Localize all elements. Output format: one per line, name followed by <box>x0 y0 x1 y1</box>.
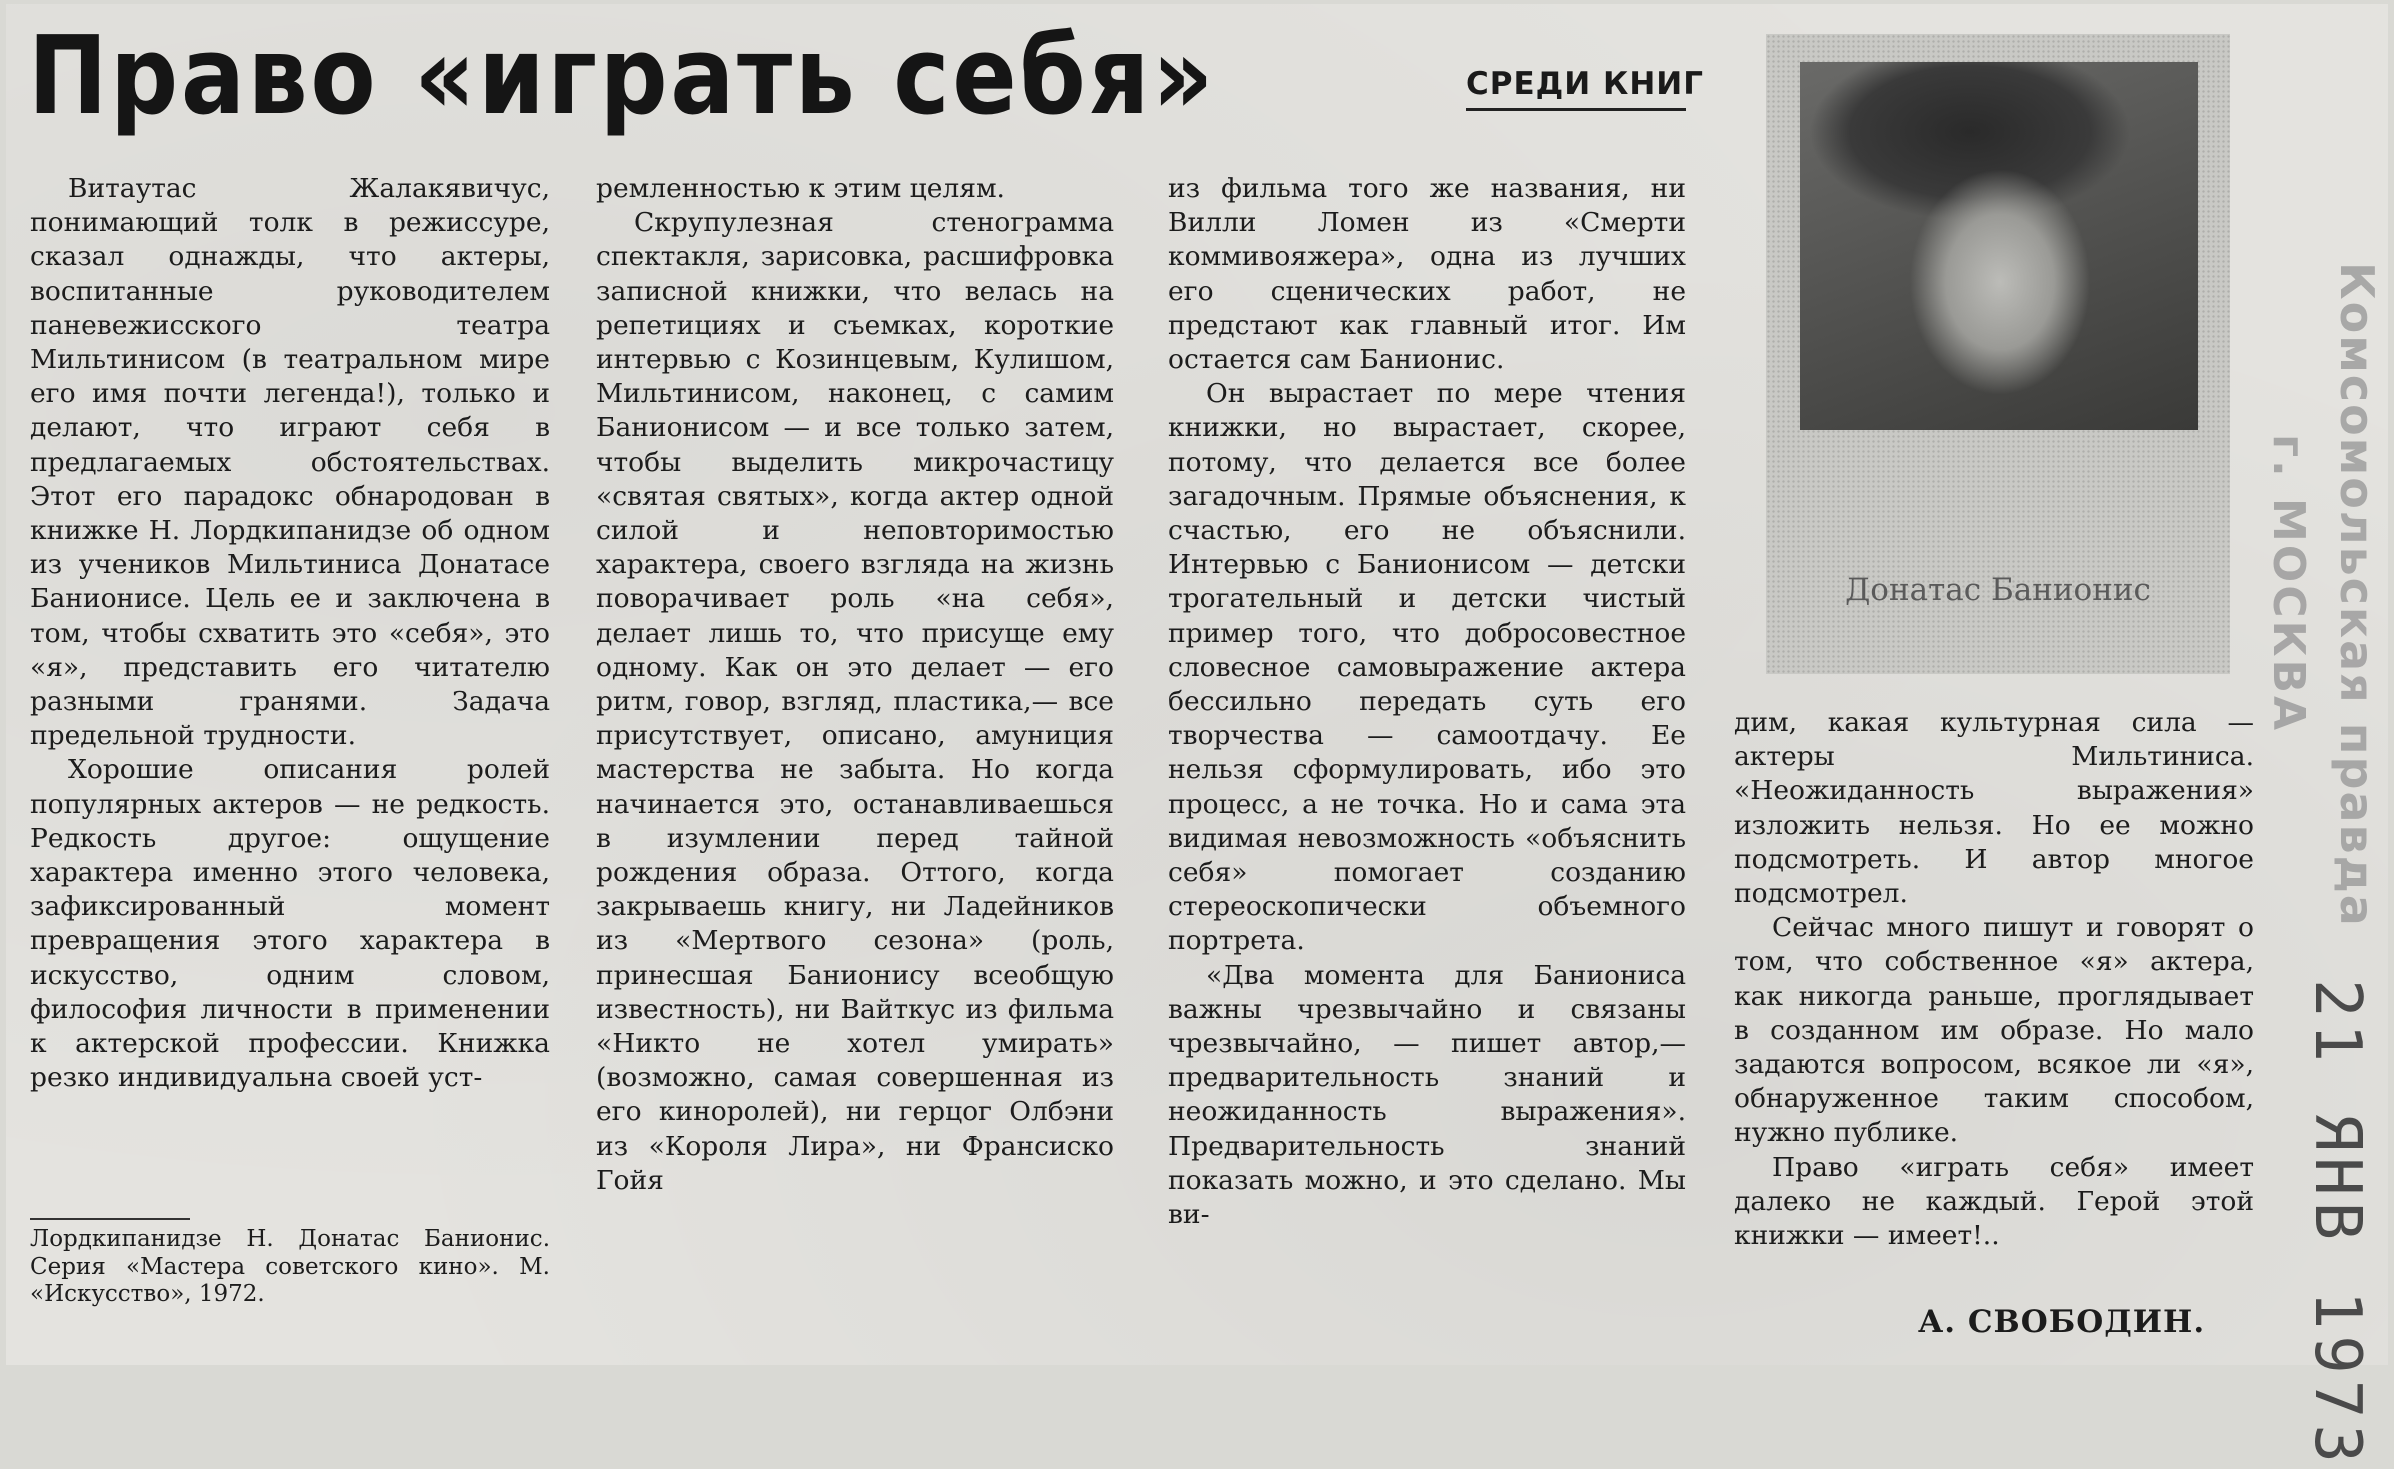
paragraph: Хорошие описания ролей популярных актеров — не редкость. Редкость другое: ощущение характера именно этого человека, зафиксированный момент превращения этого характера в искусство, одним словом, философия личности в применении к актерской профессии. Книжка резко индивидуальна своей уст- <box>30 754 550 1094</box>
paragraph: Сейчас много пишут и говорят о том, что собственное «я» актера, как никогда раньше, проглядывает в созданном им образе. Но мало задаются вопросом, всякое ли «я», обнаруженное таким способом, нужно публике. <box>1734 912 2254 1149</box>
paragraph: Он вырастает по мере чтения книжки, но вырастает, скорее, потому, что делается все более загадочным. Прямые объяснения, к счастью, его не объяснили. Интервью с Банионисом — детски трогательный и детски чистый пример того, что добросовестное словесное самовыражение актера бессильно передать суть его творчества — самоотдачу. Ее нельзя сформулировать, ибо это процесс, а не точка. Но и сама эта видимая невозможность «объяснить себя» помогает созданию стереоскопически объемного портрета. <box>1168 378 1686 957</box>
paragraph: Витаутас Жалакявичус, понимающий толк в режиссуре, сказал однажды, что актеры, воспитанные руководителем паневежисского театра Мильтинисом (в театральном мире его имя почти легенда!), только и делают, что играют себя в предлагаемых обстоятельствах. Этот его парадокс обнародован в книжке Н. Лордкипанидзе об одном из учеников Мильтиниса Донатасе Банионисе. Цель ее и заключена в том, чтобы схватить это «себя», это «я», представить его читателю разными гранями. Задача предельной трудности. <box>30 173 550 752</box>
author-signature: А. СВОБОДИН. <box>1918 1304 2206 1340</box>
article-column-2 <box>596 172 1114 1198</box>
rubric-underline <box>1466 108 1686 111</box>
article-column-4 <box>1734 706 2254 1253</box>
article-column-3 <box>1168 172 1686 1232</box>
photo-block <box>1766 34 2230 674</box>
headline: Право «играть себя» <box>28 14 1217 139</box>
paragraph: из фильма того же названия, ни Вилли Ломен из «Смерти коммивояжера», одна из лучших его сценических работ, не предстают как главный итог. Им остается сам Банионис. <box>1168 173 1686 376</box>
date-stamp: 21 ЯНВ 1973 <box>2300 979 2374 1469</box>
newspaper-name-stamp: Комсомольская правда <box>2330 262 2384 928</box>
paragraph: «Два момента для Баниониса важны чрезвычайно и связаны чрезвычайно, — пишет автор,— предварительность знаний и неожиданность выражения». Предварительность знаний показать можно, и это сделано. Мы ви- <box>1168 959 1686 1231</box>
article-column-1 <box>30 172 550 1095</box>
paragraph: ремленностью к этим целям. <box>596 173 1005 204</box>
newspaper-clipping <box>6 4 2388 1469</box>
paragraph: дим, какая культурная сила — актеры Мильтиниса. «Неожиданность выражения» изложить нельзя. Но ее можно подсмотреть. И автор многое подсмотрел. <box>1734 707 2254 910</box>
rubric: СРЕДИ КНИГ <box>1466 66 1704 102</box>
portrait-photo <box>1800 62 2198 430</box>
footnote: Лордкипанидзе Н. Донатас Банионис. Серия «Мастера советского кино». М. «Искусство», 1972. <box>30 1226 550 1307</box>
paragraph: Скрупулезная стенограмма спектакля, зарисовка, расшифровка записной книжки, что велась на репетициях и съемках, короткие интервью с Козинцевым, Кулишом, Мильтинисом, наконец, с самим Банионисом — и все только затем, чтобы выделить микрочастицу «святая святых», когда актер одной силой и неповторимостью характера, своего взгляда на жизнь поворачивает роль «на себя», делает лишь то, что присуще ему одному. Как он это делает — его ритм, говор, взгляд, пластика,— все присутствует, описано, амуниция мастерства не забыта. Но когда начинается это, останавливаешься в изумлении перед тайной рождения образа. Оттого, когда закрываешь книгу, ни Ладейников из «Мертвого сезона» (роль, принесшая Банионису всеобщую известность), ни Вайткус из фильма «Никто не хотел умирать» (возможно, самая совершенная из его киноролей), ни герцог Олбэни из «Короля Лира», ни Франсиско Гойя <box>596 207 1114 1196</box>
city-stamp: г. МОСКВА <box>2263 434 2314 734</box>
photo-caption: Донатас Банионис <box>1845 572 2151 608</box>
paragraph: Право «играть себя» имеет далеко не каждый. Герой этой книжки — имеет!.. <box>1734 1151 2254 1252</box>
footnote-divider <box>30 1218 190 1220</box>
